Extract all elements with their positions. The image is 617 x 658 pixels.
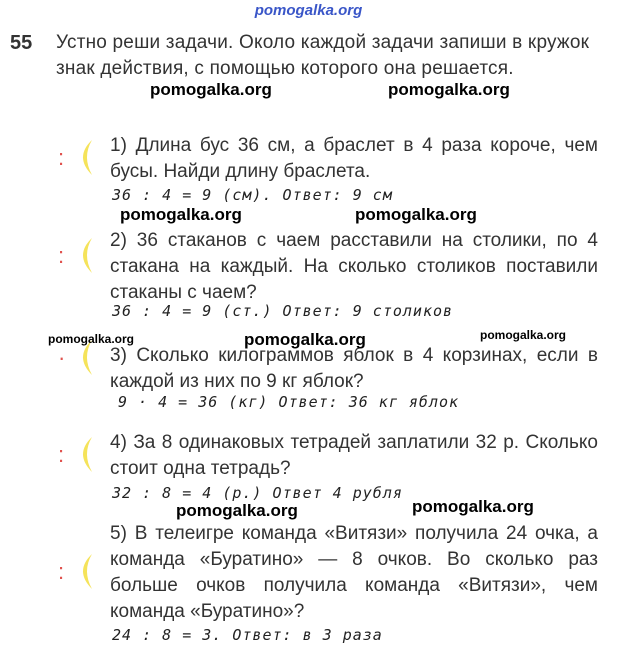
- exercise-instructions: Устно реши задачи. Около каждой задачи запиши в кружок знак действия, с помощью которого она решается.: [56, 32, 590, 79]
- marker-4-sign: :: [58, 442, 65, 467]
- task-1-text: 1) Длина бус 36 см, а браслет в 4 раза короче, чем бусы. Найди длину браслета.: [110, 135, 598, 182]
- watermark: pomogalka.org: [355, 205, 477, 224]
- marker-1: [58, 140, 92, 175]
- task-4-text: 4) За 8 одинаковых тетрадей заплатили 32 р. Сколько стоит одна тетрадь?: [110, 432, 598, 479]
- task-1-answer: 36 : 4 = 9 (см). Ответ: 9 см: [112, 186, 393, 204]
- marker-2: [58, 238, 92, 273]
- watermark: pomogalka.org: [480, 328, 567, 342]
- task-2-answer: 36 : 4 = 9 (ст.) Ответ: 9 столиков: [112, 302, 454, 320]
- exercise-number: 55: [10, 32, 33, 54]
- task-markers: [52, 135, 102, 655]
- watermark-top: pomogalka.org: [254, 2, 363, 19]
- marker-3-sign: ·: [58, 345, 66, 370]
- watermark: pomogalka.org: [150, 80, 272, 99]
- task-5-answer: 24 : 8 = 3. Ответ: в 3 раза: [112, 626, 383, 644]
- watermark: pomogalka.org: [388, 80, 510, 99]
- task-3-text: 3) Сколько килограммов яблок в 4 корзинах, если в каждой из них по 9 кг яблок?: [110, 345, 598, 392]
- marker-5: [58, 554, 92, 589]
- task-5-text: 5) В телеигре команда «Витязи» получила 24 очка, а команда «Буратино» — 8 очков. Во сколько раз больше очков получила команда «Витязи», чем команда «Буратино»?: [110, 523, 598, 622]
- marker-2-sign: :: [58, 243, 65, 268]
- task-4-answer: 32 : 8 = 4 (р.) Ответ 4 рубля: [112, 484, 403, 502]
- marker-4: [58, 437, 92, 472]
- marker-5-sign: :: [58, 559, 65, 584]
- marker-1-sign: :: [58, 145, 65, 170]
- task-3-answer: 9 · 4 = 36 (кг) Ответ: 36 кг яблок: [118, 393, 460, 411]
- watermark: pomogalka.org: [120, 205, 242, 224]
- task-2-text: 2) 36 стаканов с чаем расставили на столики, по 4 стакана на каждый. На сколько столиков поставили стаканы с чаем?: [110, 230, 598, 303]
- watermark: pomogalka.org: [244, 330, 366, 349]
- watermark: pomogalka.org: [48, 332, 135, 346]
- watermark: pomogalka.org: [412, 497, 534, 516]
- watermark: pomogalka.org: [176, 501, 298, 520]
